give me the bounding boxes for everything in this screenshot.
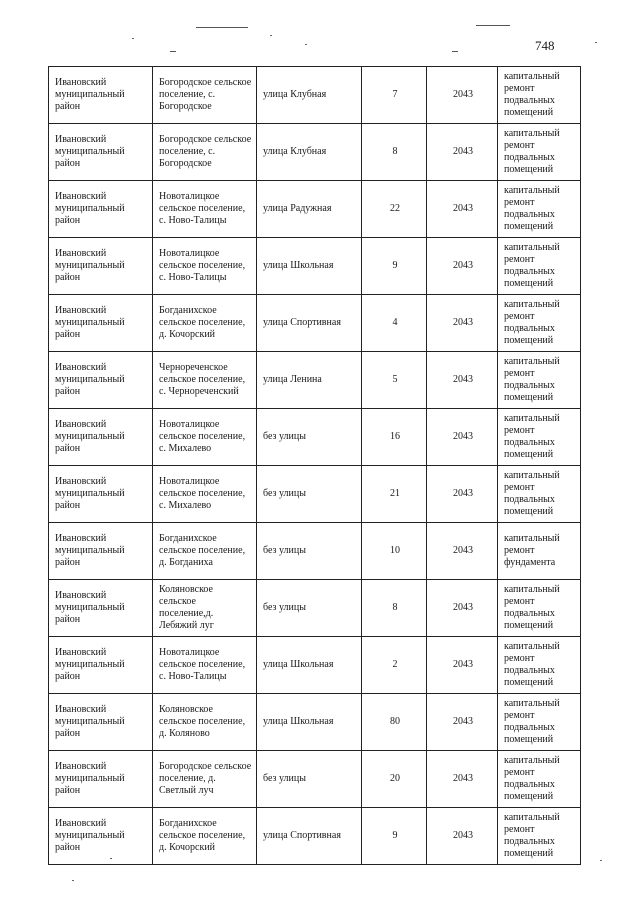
scan-line [452, 51, 458, 52]
street-cell: улица Радужная [257, 181, 362, 238]
district-cell: Ивановский муниципальный район [49, 808, 153, 865]
street-cell: улица Клубная [257, 67, 362, 124]
street-cell: без улицы [257, 523, 362, 580]
table-row [49, 523, 581, 580]
house-number-cell: 16 [362, 409, 427, 466]
house-number-cell: 22 [362, 181, 427, 238]
table-row [49, 295, 581, 352]
settlement-cell: Новоталицкое сельское поселение, с. Михалево [153, 466, 257, 523]
year-cell: 2043 [427, 409, 498, 466]
year-cell: 2043 [427, 67, 498, 124]
settlement-cell: Чернореченское сельское поселение, с. Чернореченский [153, 352, 257, 409]
street-cell: без улицы [257, 466, 362, 523]
table-row [49, 124, 581, 181]
year-cell: 2043 [427, 181, 498, 238]
scan-dot [132, 38, 134, 39]
settlement-cell: Коляновское сельское поселение,д. Лебяжий луг [153, 580, 257, 637]
street-cell: без улицы [257, 580, 362, 637]
table-row [49, 238, 581, 295]
house-number-cell: 4 [362, 295, 427, 352]
district-cell: Ивановский муниципальный район [49, 295, 153, 352]
work-type-cell: капитальный ремонт подвальных помещений [498, 238, 581, 295]
table-row [49, 808, 581, 865]
district-cell: Ивановский муниципальный район [49, 238, 153, 295]
settlement-cell: Новоталицкое сельское поселение, с. Ново-Талицы [153, 181, 257, 238]
year-cell: 2043 [427, 523, 498, 580]
scan-line [196, 27, 248, 28]
street-cell: без улицы [257, 751, 362, 808]
housing-repair-table [48, 66, 581, 865]
work-type-cell: капитальный ремонт подвальных помещений [498, 181, 581, 238]
scan-dot [305, 44, 307, 45]
district-cell: Ивановский муниципальный район [49, 751, 153, 808]
work-type-cell: капитальный ремонт подвальных помещений [498, 295, 581, 352]
year-cell: 2043 [427, 637, 498, 694]
house-number-cell: 80 [362, 694, 427, 751]
work-type-cell: капитальный ремонт подвальных помещений [498, 67, 581, 124]
settlement-cell: Богородское сельское поселение, д. Светлый луч [153, 751, 257, 808]
house-number-cell: 20 [362, 751, 427, 808]
year-cell: 2043 [427, 808, 498, 865]
house-number-cell: 10 [362, 523, 427, 580]
street-cell: улица Ленина [257, 352, 362, 409]
settlement-cell: Богородское сельское поселение, с. Богородское [153, 124, 257, 181]
street-cell: улица Клубная [257, 124, 362, 181]
year-cell: 2043 [427, 124, 498, 181]
street-cell: улица Спортивная [257, 295, 362, 352]
settlement-cell: Коляновское сельское поселение, д. Коляново [153, 694, 257, 751]
house-number-cell: 7 [362, 67, 427, 124]
table-row [49, 580, 581, 637]
scan-dot [600, 860, 602, 861]
house-number-cell: 5 [362, 352, 427, 409]
street-cell: улица Школьная [257, 637, 362, 694]
year-cell: 2043 [427, 580, 498, 637]
settlement-cell: Богородское сельское поселение, с. Богородское [153, 67, 257, 124]
year-cell: 2043 [427, 466, 498, 523]
scan-line [170, 51, 176, 52]
settlement-cell: Богданихское сельское поселение, д. Кочорский [153, 808, 257, 865]
house-number-cell: 8 [362, 580, 427, 637]
table-row [49, 637, 581, 694]
year-cell: 2043 [427, 352, 498, 409]
work-type-cell: капитальный ремонт подвальных помещений [498, 637, 581, 694]
scan-dot [595, 42, 597, 43]
settlement-cell: Новоталицкое сельское поселение, с. Ново-Талицы [153, 238, 257, 295]
district-cell: Ивановский муниципальный район [49, 352, 153, 409]
house-number-cell: 9 [362, 808, 427, 865]
work-type-cell: капитальный ремонт подвальных помещений [498, 580, 581, 637]
district-cell: Ивановский муниципальный район [49, 523, 153, 580]
district-cell: Ивановский муниципальный район [49, 694, 153, 751]
table-row [49, 409, 581, 466]
table-body [49, 67, 581, 865]
house-number-cell: 21 [362, 466, 427, 523]
work-type-cell: капитальный ремонт фундамента [498, 523, 581, 580]
district-cell: Ивановский муниципальный район [49, 67, 153, 124]
table-row [49, 751, 581, 808]
work-type-cell: капитальный ремонт подвальных помещений [498, 466, 581, 523]
work-type-cell: капитальный ремонт подвальных помещений [498, 694, 581, 751]
district-cell: Ивановский муниципальный район [49, 181, 153, 238]
year-cell: 2043 [427, 751, 498, 808]
scan-dot [270, 35, 272, 36]
table-row [49, 352, 581, 409]
work-type-cell: капитальный ремонт подвальных помещений [498, 124, 581, 181]
year-cell: 2043 [427, 238, 498, 295]
settlement-cell: Новоталицкое сельское поселение, с. Михалево [153, 409, 257, 466]
work-type-cell: капитальный ремонт подвальных помещений [498, 808, 581, 865]
street-cell: улица Спортивная [257, 808, 362, 865]
work-type-cell: капитальный ремонт подвальных помещений [498, 751, 581, 808]
table-row [49, 694, 581, 751]
settlement-cell: Богданихское сельское поселение, д. Богданиха [153, 523, 257, 580]
district-cell: Ивановский муниципальный район [49, 124, 153, 181]
year-cell: 2043 [427, 694, 498, 751]
scan-line [476, 25, 510, 26]
district-cell: Ивановский муниципальный район [49, 580, 153, 637]
house-number-cell: 2 [362, 637, 427, 694]
table-row [49, 67, 581, 124]
street-cell: улица Школьная [257, 694, 362, 751]
house-number-cell: 8 [362, 124, 427, 181]
work-type-cell: капитальный ремонт подвальных помещений [498, 409, 581, 466]
street-cell: улица Школьная [257, 238, 362, 295]
house-number-cell: 9 [362, 238, 427, 295]
street-cell: без улицы [257, 409, 362, 466]
district-cell: Ивановский муниципальный район [49, 466, 153, 523]
settlement-cell: Богданихское сельское поселение, д. Кочорский [153, 295, 257, 352]
district-cell: Ивановский муниципальный район [49, 637, 153, 694]
district-cell: Ивановский муниципальный район [49, 409, 153, 466]
settlement-cell: Новоталицкое сельское поселение, с. Ново-Талицы [153, 637, 257, 694]
page-number: 748 [535, 38, 555, 53]
table-row [49, 466, 581, 523]
scan-dot [72, 880, 74, 881]
table-row [49, 181, 581, 238]
work-type-cell: капитальный ремонт подвальных помещений [498, 352, 581, 409]
year-cell: 2043 [427, 295, 498, 352]
